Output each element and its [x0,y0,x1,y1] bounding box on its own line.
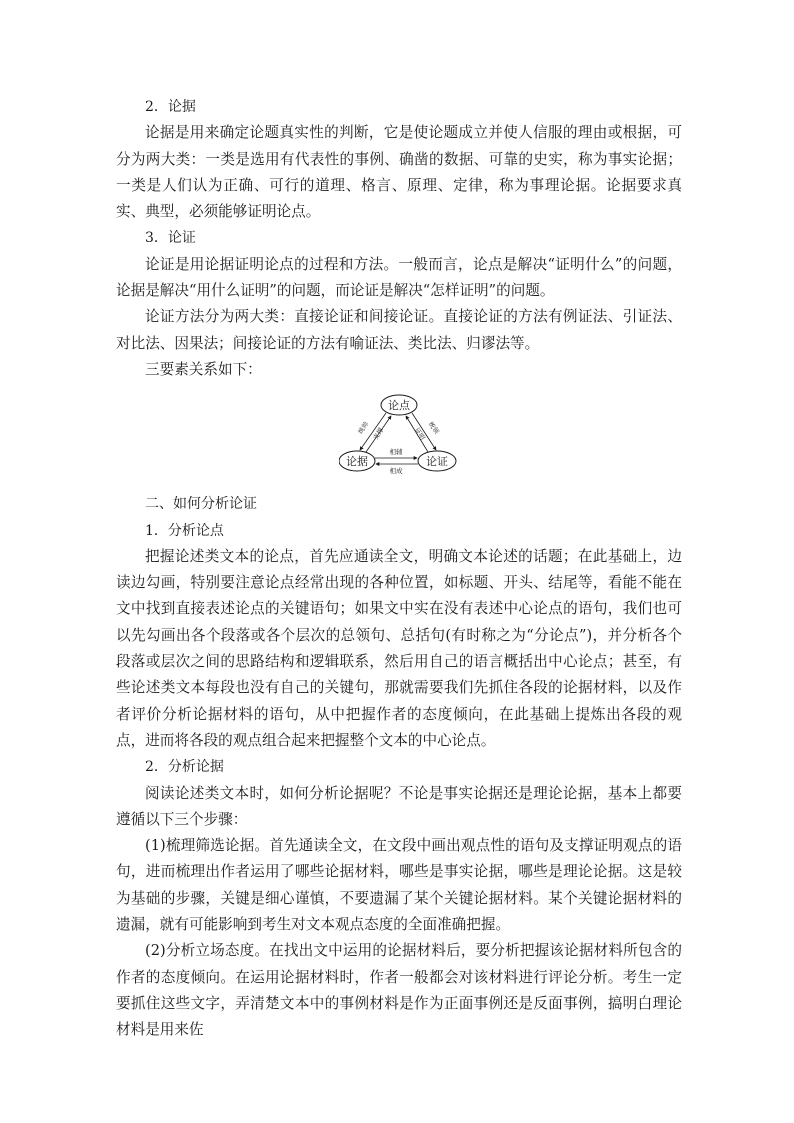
paragraph-analyze-lundian: 把握论述类文本的论点，首先应通读全文，明确文本论述的话题；在此基础上，边读边勾画，特别要注意论点经常出现的各种位置，如标题、开头、结尾等，看能不能在文中找到直接表述论点的关键语句；如果文中实在没有表述中心论点的语句，我们也可以先勾画出各个段落或各个层次的总领句、总括句(有时称之为“分论点”)，并分析各个段落或层次之间的思路结构和逻辑联系，然后用自己的语言概括出中心论点；甚至，有些论述类文本每段也没有自己的关键句，那就需要我们先抓住各段的论据材料，以及作者评价分析论据材料的语句，从中把握作者的态度倾向，在此基础上提炼出各段的观点，进而将各段的观点组合起来把握整个文本的中心论点。 [116,547,682,749]
section-heading-lunju: 2．论据 [145,99,196,115]
section-heading-analyze-lundian: 1．分析论点 [145,522,224,539]
section-heading-how-to-analyze: 二、如何分析论证 [145,496,257,513]
relationship-diagram-svg [339,391,459,483]
edge-label-tongling: 统领 [426,420,441,436]
paragraph-step-2: (2)分析立场态度。在找出文中运用的论据材料后，要分析把握该论据材料所包含的作者的态度倾向。在运用论据材料时，作者一般都会对该材料进行评论分析。考生一定要抓住这些文字，弄清楚文本中的事例材料是作为正面事例还是反面事例，搞明白理论材料是用来佐 [116,942,682,1039]
three-elements-diagram [116,391,682,483]
paragraph-lunzheng-definition: 论证是用论据证明论点的过程和方法。一般而言，论点是解决“证明什么”的问题，论据是解决“用什么证明”的问题，而论证是解决“怎样证明”的问题。 [116,255,682,300]
paragraph-analyze-lunju-intro: 阅读论述类文本时，如何分析论据呢？不论是事实论据还是理论论据，基本上都要遵循以下三个步骤： [116,784,682,828]
edge-label-xiangcheng: 相成 [389,467,403,476]
paragraph-step-1: (1)梳理筛选论据。首先通读全文，在文段中画出观点性的语句及支撑证明观点的语句，进而梳理出作者运用了哪些论据材料，哪些是事实论据，哪些是理论论据。这是较为基础的步骤，关键是细心谨慎，不要遗漏了某个关键论据材料。某个关键论据材料的遗漏，就有可能影响到考生对文本观点态度的全面准确把握。 [116,837,682,934]
paragraph-three-elements-intro: 三要素关系如下： [145,360,262,378]
edge-label-xiangfu: 相辅 [389,448,403,457]
node-lunju-label: 论据 [346,455,368,469]
section-heading-analyze-lunju: 2．分析论据 [145,759,224,776]
paragraph-lunzheng-methods: 论证方法分为两大类：直接论证和间接论证。直接论证的方法有例证法、引证法、对比法、因果法；间接论证的方法有喻证法、类比法、归谬法等。 [116,308,682,352]
node-lundian-label: 论点 [388,399,410,413]
section-heading-lunzheng: 3．论证 [145,230,196,247]
edge-label-tongshuai: 统帅 [356,420,371,436]
node-lunzheng-label: 论证 [426,455,448,469]
document-body [116,94,682,1044]
edge-label-zhengming: 证明 [412,426,427,442]
paragraph-lunju-definition: 论据是用来确定论题真实性的判断，它是使论题成立并使人信服的理由或根据，可分为两大类：一类是选用有代表性的事例、确凿的数据、可靠的史实，称为事实论据；一类是人们认为正确、可行的道理、格言、原理、定律，称为事理论据。论据要求真实、典型，必须能够证明论点。 [116,124,682,221]
edge-label-zhicheng: 支撑 [371,426,386,442]
